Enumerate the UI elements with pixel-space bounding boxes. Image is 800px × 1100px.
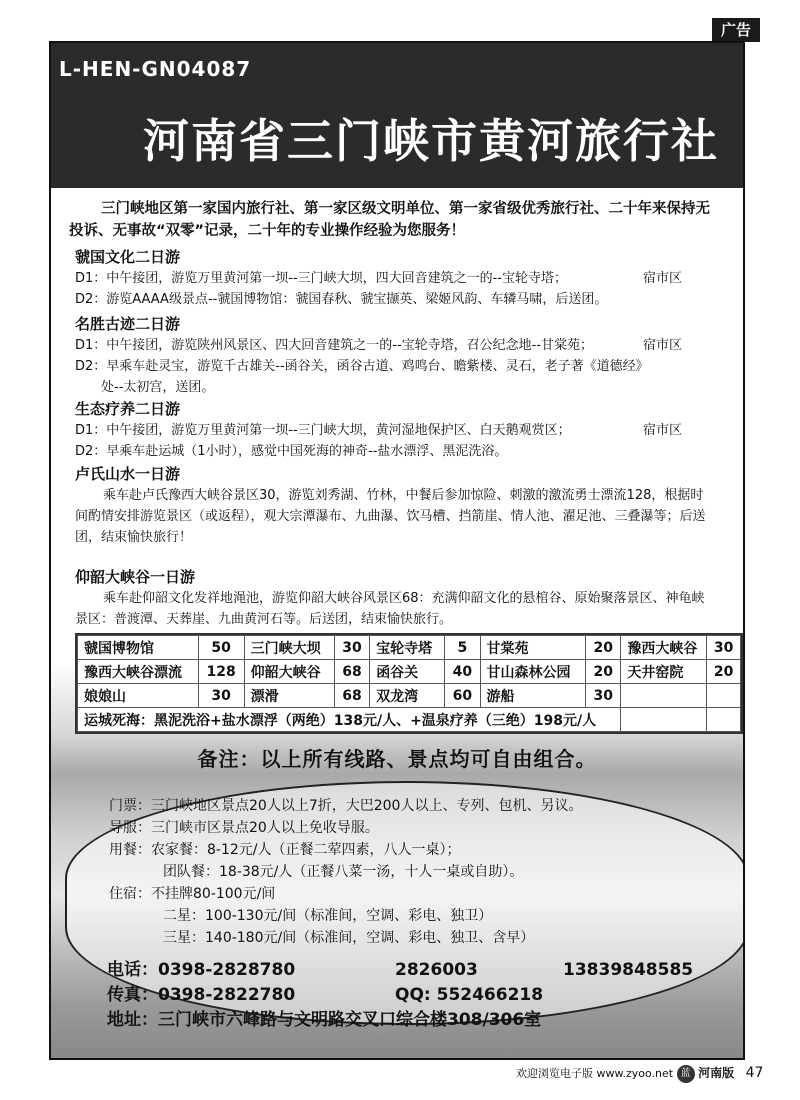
price-cell: 30 bbox=[198, 684, 244, 708]
intro-line: 三门峡地区第一家国内旅行社、第一家区级文明单位、第一家省级优秀旅行社、二十年来保持无 bbox=[101, 201, 710, 217]
tour-section bbox=[75, 313, 715, 398]
price-cell: 20 bbox=[586, 636, 621, 660]
footer bbox=[516, 1064, 763, 1083]
info-row: 团队餐：18-38元/人（正餐八菜一汤，十人一桌或自助）。 bbox=[163, 864, 524, 880]
info-row: 门票：三门峡地区景点20人以上7折，大巴200人以上、专列、包机、另议。 bbox=[109, 798, 583, 814]
tour-day-line bbox=[75, 377, 715, 398]
price-cell: 40 bbox=[445, 660, 480, 684]
mobile: 13839848585 bbox=[563, 960, 694, 980]
tour-day-line bbox=[75, 268, 715, 289]
price-cell: 20 bbox=[707, 660, 741, 684]
info-row: 三星：140-180元/间（标准间，空调、彩电、独卫、含早） bbox=[163, 930, 535, 946]
yuncheng-price: 运城死海：黑泥洗浴+盐水漂浮（两绝）138元/人、+温泉疗养（三绝）198元/人 bbox=[78, 708, 621, 732]
tour-day-line bbox=[75, 356, 715, 377]
intro-line: 投诉、无事故“双零”记录，二十年的专业操作经验为您服务！ bbox=[69, 223, 466, 239]
phone-2: 2826003 bbox=[395, 960, 478, 980]
info-row: 导服：三门峡市区景点20人以上免收导服。 bbox=[109, 820, 379, 836]
attraction-cell: 三门峡大坝 bbox=[244, 636, 334, 660]
attraction-cell: 游船 bbox=[480, 684, 585, 708]
footer-edition: 河南版 bbox=[698, 1066, 735, 1080]
qq: QQ: 552466218 bbox=[395, 985, 544, 1005]
tour-section bbox=[75, 246, 715, 310]
address-row bbox=[107, 1008, 727, 1033]
price-cell: 30 bbox=[586, 684, 621, 708]
stay-label: 宿市区 bbox=[643, 423, 683, 438]
ad-frame bbox=[49, 41, 745, 1060]
tour-day-line bbox=[75, 335, 715, 356]
attraction-cell: 娘娘山 bbox=[78, 684, 199, 708]
title-banner bbox=[51, 43, 743, 188]
ad-tag: 广告 bbox=[712, 18, 760, 42]
price-cell: 30 bbox=[334, 636, 369, 660]
tour-day-line bbox=[75, 289, 715, 310]
attraction-cell: 豫西大峡谷漂流 bbox=[78, 660, 199, 684]
attraction-cell: 虢国博物馆 bbox=[78, 636, 199, 660]
address: 地址：三门峡市六峰路与文明路交叉口综合楼308/306室 bbox=[107, 1010, 542, 1030]
tour-day-text: D2：早乘车赴灵宝，游览千古雄关--函谷关，函谷古道、鸡鸣台、瞻紫楼、灵石，老子著《道德经》 bbox=[75, 359, 649, 374]
price-cell: 30 bbox=[707, 636, 741, 660]
tour-description: 乘车赴卢氏豫西大峡谷景区30，游览刘秀湖、竹林，中餐后参加惊险、刺激的激流勇士漂流128，根据时间酌情安排游览景区（或返程），观大宗潭瀑布、九曲瀑、饮马槽、挡箭崖、情人池、濯足池、三叠瀑等；后送团，结束愉快旅行！ bbox=[75, 488, 706, 545]
price-cell: 60 bbox=[445, 684, 480, 708]
price-table bbox=[77, 635, 741, 732]
attraction-cell: 双龙湾 bbox=[370, 684, 445, 708]
attraction-cell: 宝轮寺塔 bbox=[370, 636, 445, 660]
info-row: 二星：100-130元/间（标准间，空调、彩电、独卫） bbox=[163, 908, 493, 924]
tour-day-text: 处--太初宫，送团。 bbox=[101, 380, 215, 395]
stay-label: 宿市区 bbox=[643, 338, 683, 353]
info-list bbox=[109, 795, 729, 949]
note: 备注：以上所有线路、景点均可自由组合。 bbox=[197, 747, 597, 771]
price-cell: 20 bbox=[586, 660, 621, 684]
table-row bbox=[78, 684, 741, 708]
tour-title: 虢国文化二日游 bbox=[75, 248, 181, 266]
phone: 电话：0398-2828780 bbox=[107, 960, 296, 980]
attraction-cell: 仰韶大峡谷 bbox=[244, 660, 334, 684]
footer-site: 欢迎浏览电子版 www.zyoo.net bbox=[516, 1067, 674, 1080]
magazine-logo-icon: 蓝 bbox=[677, 1065, 695, 1083]
tour-day-text: D1：中午接团，游览万里黄河第一坝--三门峡大坝，四大回音建筑之一的--宝轮寺塔； bbox=[75, 271, 568, 286]
tour-day-line bbox=[75, 441, 715, 462]
info-row: 用餐：农家餐：8-12元/人（正餐二荤四素，八人一桌）； bbox=[109, 842, 461, 858]
price-cell bbox=[707, 684, 741, 708]
tour-day-text: D2：早乘车赴运城（1小时），感觉中国死海的神奇--盐水漂浮、黑泥洗浴。 bbox=[75, 444, 508, 459]
page-number: 47 bbox=[745, 1065, 764, 1081]
tour-title: 卢氏山水一日游 bbox=[75, 465, 181, 483]
fax-row bbox=[107, 983, 727, 1008]
tour-day-text: D1：中午接团，游览陕州风景区、四大回音建筑之一的--宝轮寺塔，召公纪念地--甘棠苑； bbox=[75, 338, 594, 353]
intro bbox=[69, 198, 745, 242]
attraction-cell: 天井窑院 bbox=[621, 660, 707, 684]
tour-section bbox=[75, 398, 715, 462]
price-cell: 68 bbox=[334, 684, 369, 708]
ad-code: L-HEN-GN04087 bbox=[59, 57, 252, 81]
price-table-box bbox=[75, 633, 743, 734]
stay-label: 宿市区 bbox=[643, 271, 683, 286]
tour-day-line bbox=[75, 420, 715, 441]
attraction-cell: 甘棠苑 bbox=[480, 636, 585, 660]
tour-title: 名胜古迹二日游 bbox=[75, 315, 181, 333]
attraction-cell: 漂滑 bbox=[244, 684, 334, 708]
phone-row bbox=[107, 958, 727, 983]
attraction-cell: 豫西大峡谷 bbox=[621, 636, 707, 660]
attraction-cell bbox=[621, 684, 707, 708]
table-row bbox=[78, 660, 741, 684]
price-cell: 50 bbox=[198, 636, 244, 660]
tour-day-text: D1：中午接团，游览万里黄河第一坝--三门峡大坝，黄河湿地保护区、白天鹅观赏区； bbox=[75, 423, 571, 438]
agency-title: 河南省三门峡市黄河旅行社 bbox=[143, 114, 719, 168]
tour-title: 仰韶大峡谷一日游 bbox=[75, 568, 196, 586]
fax: 传真：0398-2822780 bbox=[107, 985, 296, 1005]
price-cell: 128 bbox=[198, 660, 244, 684]
table-cell bbox=[621, 708, 707, 732]
table-row bbox=[78, 708, 741, 732]
tour-title: 生态疗养二日游 bbox=[75, 400, 181, 418]
tour-description: 乘车赴仰韶文化发祥地渑池，游览仰韶大峡谷风景区68：充满仰韶文化的悬棺谷、原始聚落景区、神龟峡景区：普渡潭、天葬崖、九曲黄河石等。后送团，结束愉快旅行。 bbox=[75, 591, 705, 627]
table-row bbox=[78, 636, 741, 660]
contact-block bbox=[107, 958, 727, 1033]
tour-day-text: D2：游览AAAA级景点--虢国博物馆：虢国春秋、虢宝撷英、梁姬风韵、车辚马啸，后送团。 bbox=[75, 292, 608, 307]
tour-section bbox=[75, 566, 715, 630]
info-row: 住宿：不挂牌80-100元/间 bbox=[109, 886, 276, 902]
table-cell bbox=[707, 708, 741, 732]
price-cell: 68 bbox=[334, 660, 369, 684]
tour-section bbox=[75, 463, 715, 548]
attraction-cell: 函谷关 bbox=[370, 660, 445, 684]
attraction-cell: 甘山森林公园 bbox=[480, 660, 585, 684]
price-cell: 5 bbox=[445, 636, 480, 660]
